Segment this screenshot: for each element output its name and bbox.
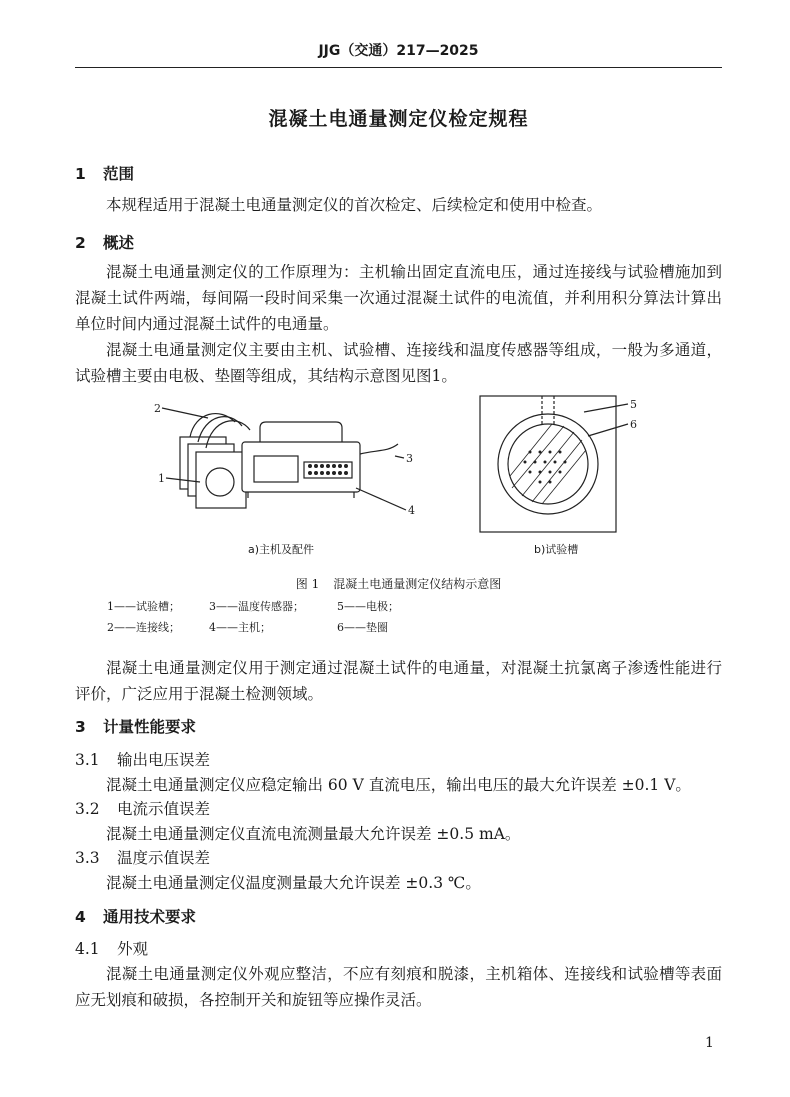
callout-5: 5 [630,398,637,411]
electrode-hatching [510,424,586,504]
main-unit-handle [260,422,342,442]
figure-1a-label: a)主机及配件 [248,543,315,556]
legend-item: 3——温度传感器； [209,600,304,613]
test-cell-front [196,452,246,508]
legend-item: 5——电极； [337,600,399,613]
main-unit-body [242,442,360,492]
section-number: 4 [75,908,86,926]
subsection-3-1-text: 混凝土电通量测定仪应稳定输出 60 V 直流电压，输出电压的最大允许误差 ±0.1 V。 [106,776,691,794]
subsection-title: 温度示值误差 [117,849,211,867]
figure-1b-label: b)试验槽 [534,543,579,556]
running-header: JJG（交通）217—2025 [318,43,479,59]
legend-item: 6——垫圈 [337,621,388,634]
subsection-number: 3.3 [75,849,100,867]
figure-title: 混凝土电通量测定仪结构示意图 [333,577,502,591]
page-number: 1 [705,1035,714,1051]
legend-item: 2——连接线； [107,621,180,634]
subsection-3-1-heading [75,748,210,770]
callout-2: 2 [154,402,161,415]
legend-item: 4——主机； [209,621,271,634]
callout-4: 4 [408,504,415,517]
section-3-heading [75,715,196,737]
callout-6: 6 [630,418,637,431]
subsection-title: 输出电压误差 [117,751,211,769]
section-title: 概述 [103,234,135,252]
section-1-paragraph: 本规程适用于混凝土电通量测定仪的首次检定、后续检定和使用中检查。 [106,196,603,214]
test-cell-drawing [480,396,628,532]
figure-1-drawing [150,392,650,542]
legend-item: 1——试验槽； [107,600,180,613]
subsection-3-3-heading [75,846,210,868]
section-2-paragraph-3: 混凝土电通量测定仪用于测定通过混凝土试件的电通量，对混凝土抗氯离子渗透性能进行评价，广泛应用于混凝土检测领域。 [75,659,722,703]
section-number: 1 [75,165,86,183]
figure-number: 图 1 [295,577,320,591]
subsection-3-2-heading [75,797,210,819]
subsection-number: 4.1 [75,940,100,958]
subsection-number: 3.1 [75,751,100,769]
section-number: 3 [75,718,86,736]
section-2-heading [75,231,134,253]
section-1-heading [75,162,134,184]
subsection-3-2-text: 混凝土电通量测定仪直流电流测量最大允许误差 ±0.5 mA。 [106,825,521,843]
document-title: 混凝土电通量测定仪检定规程 [268,108,529,130]
subsection-number: 3.2 [75,800,100,818]
section-2-paragraph-2: 混凝土电通量测定仪主要由主机、试验槽、连接线和温度传感器等组成，一般为多通道，试验槽主要由电极、垫圈等组成，其结构示意图见图1。 [75,341,722,385]
section-title: 范围 [103,165,135,183]
callout-1: 1 [158,472,165,485]
subsection-title: 电流示值误差 [117,800,211,818]
section-title: 计量性能要求 [103,718,197,736]
figure-1-caption [75,575,722,592]
subsection-4-1-text: 混凝土电通量测定仪外观应整洁，不应有刻痕和脱漆，主机箱体、连接线和试验槽等表面应无划痕和破损，各控制开关和旋钮等应操作灵活。 [75,965,722,1009]
section-2-paragraph-1: 混凝土电通量测定仪的工作原理为：主机输出固定直流电压，通过连接线与试验槽施加到混凝土试件两端，每间隔一段时间采集一次通过混凝土试件的电流值，并利用积分算法计算出单位时间内通过混凝土试件的电通量。 [75,263,722,333]
sensor-lead [360,444,398,454]
subsection-3-3-text: 混凝土电通量测定仪温度测量最大允许误差 ±0.3 ℃。 [106,874,481,892]
section-4-heading [75,905,196,927]
subsection-4-1-heading [75,937,148,959]
subsection-title: 外观 [117,940,149,958]
callout-3: 3 [406,452,413,465]
section-number: 2 [75,234,86,252]
section-title: 通用技术要求 [103,908,197,926]
header-rule [75,67,722,68]
main-unit-drawing [162,408,406,510]
figure-1 [150,392,650,562]
